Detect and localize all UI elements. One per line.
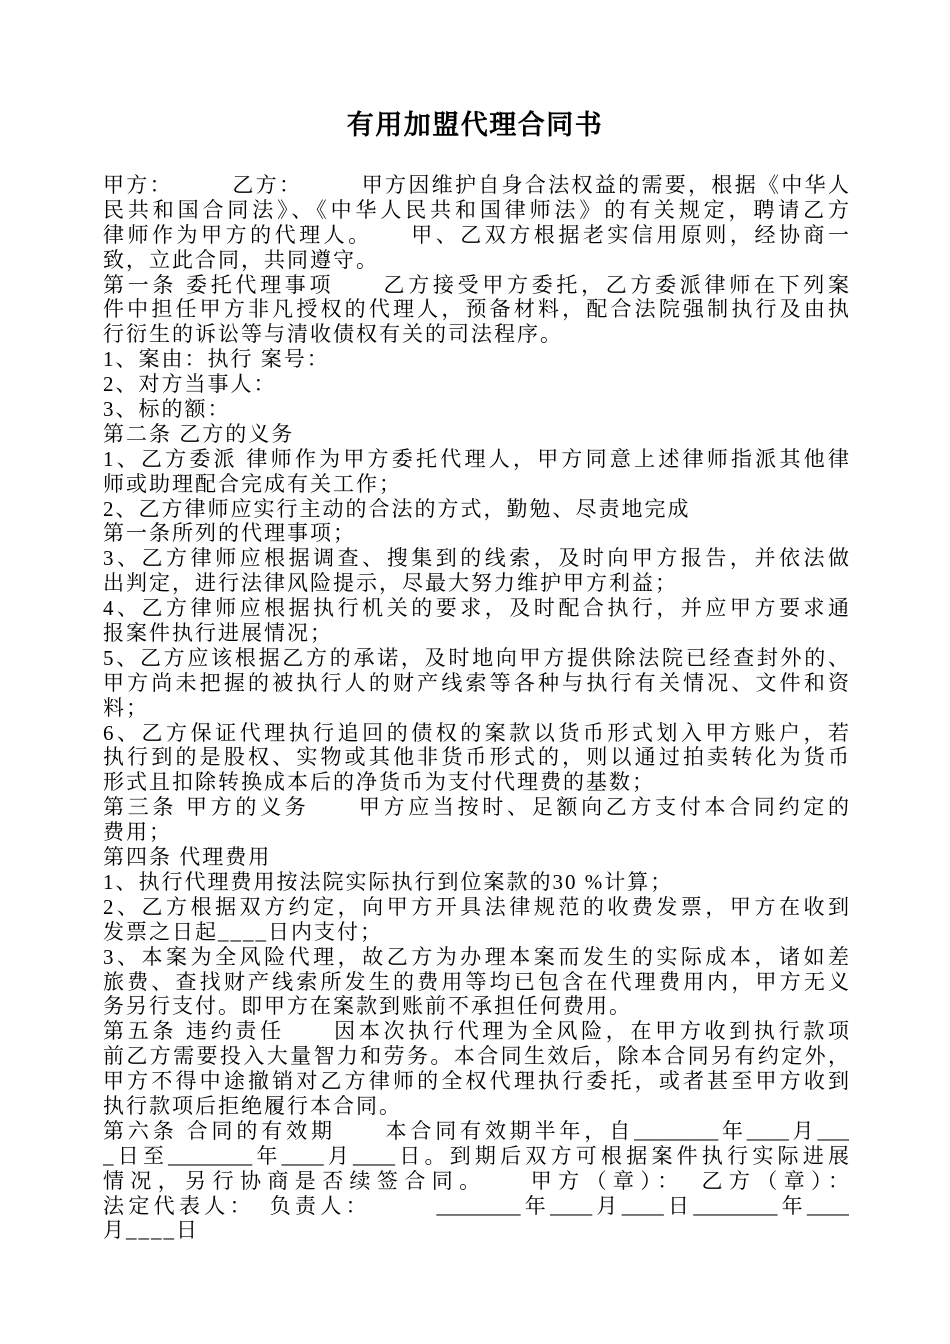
text-line: 4、乙方律师应根据执行机关的要求，及时配合执行，并应甲方要求通 — [103, 596, 849, 621]
article-6-heading-line: 第六条 合同的有效期 本合同有效期半年，自________年____月___ — [103, 1118, 849, 1143]
article-1-heading-line: 第一条 委托代理事项 乙方接受甲方委托，乙方委派律师在下列案 — [103, 272, 849, 297]
text-line: 旅费、查找财产线索所发生的费用等均已包含在代理费用内，甲方无义 — [103, 969, 849, 994]
text-line: 甲方尚未把握的被执行人的财产线索等各种与执行有关情况、文件和资 — [103, 670, 849, 695]
signature-representative-line: 法定代表人： 负责人： ________年____月____日________年____ — [103, 1193, 849, 1218]
text-line: 件中担任甲方非凡授权的代理人，预备材料，配合法院强制执行及由执 — [103, 297, 849, 322]
text-line: 第一条所列的代理事项； — [103, 521, 356, 546]
text-line: 民共和国合同法》、《中华人民共和国律师法》的有关规定，聘请乙方 — [103, 197, 849, 222]
article-3-heading-line: 第三条 甲方的义务 甲方应当按时、足额向乙方支付本合同约定的 — [103, 795, 849, 820]
fee-rate-line: 1、执行代理费用按法院实际执行到位案款的30 %计算； — [103, 869, 674, 894]
signature-party-line: 情况，另行协商是否续签合同。 甲方（章）： 乙方（章）： — [103, 1168, 849, 1193]
article-4-heading-line: 第四条 代理费用 — [103, 845, 272, 870]
article-5-heading-line: 第五条 违约责任 因本次执行代理为全风险，在甲方收到执行款项 — [103, 1019, 849, 1044]
document-title: 有用加盟代理合同书 — [346, 110, 604, 141]
text-line: 3、本案为全风险代理，故乙方为办理本案而发生的实际成本，诸如差 — [103, 944, 849, 969]
text-line: 务另行支付。即甲方在案款到账前不承担任何费用。 — [103, 994, 632, 1019]
text-line: 料； — [103, 695, 149, 720]
validity-period-line: _日至________年____月____日。到期后双方可根据案件执行实际进展 — [103, 1143, 849, 1168]
text-line: 甲方不得中途撤销对乙方律师的全权代理执行委托，或者甚至甲方收到 — [103, 1069, 849, 1094]
text-line: 费用； — [103, 820, 172, 845]
text-line: 6、乙方保证代理执行追回的债权的案款以货币形式划入甲方账户，若 — [103, 720, 849, 745]
text-line: 行衍生的诉讼等与清收债权有关的司法程序。 — [103, 322, 563, 347]
text-line: 执行到的是股权、实物或其他非货币形式的，则以通过拍卖转化为货币 — [103, 745, 849, 770]
text-line: 1、乙方委派 律师作为甲方委托代理人，甲方同意上述律师指派其他律 — [103, 446, 849, 471]
text-line: 2、乙方律师应实行主动的合法的方式，勤勉、尽责地完成 — [103, 496, 691, 521]
text-line: 形式且扣除转换成本后的净货币为支付代理费的基数； — [103, 770, 655, 795]
text-line: 执行款项后拒绝履行本合同。 — [103, 1093, 402, 1118]
text-line: 致，立此合同，共同遵守。 — [103, 247, 379, 272]
claim-amount-line: 3、标的额： — [103, 397, 231, 422]
text-line: 律师作为甲方的代理人。 甲、乙双方根据老实信用原则，经协商一 — [103, 222, 849, 247]
text-line: 出判定，进行法律风险提示，尽最大努力维护甲方利益； — [103, 571, 678, 596]
text-line: 师或助理配合完成有关工作； — [103, 471, 402, 496]
text-line: 5、乙方应该根据乙方的承诺，及时地向甲方提供除法院已经查封外的、 — [103, 645, 849, 670]
payment-term-line: 发票之日起____日内支付； — [103, 919, 383, 944]
text-line: 甲方： 乙方： 甲方因维护自身合法权益的需要，根据《中华人 — [103, 173, 849, 197]
signature-date-line: 月____日 — [103, 1218, 199, 1243]
article-2-heading-line: 第二条 乙方的义务 — [103, 421, 295, 446]
text-line: 2、乙方根据双方约定，向甲方开具法律规范的收费发票，甲方在收到 — [103, 894, 849, 919]
document-body — [103, 173, 849, 1243]
opposing-party-line: 2、对方当事人： — [103, 372, 277, 397]
text-line: 3、乙方律师应根据调查、搜集到的线索，及时向甲方报告，并依法做 — [103, 546, 849, 571]
text-line: 前乙方需要投入大量智力和劳务。本合同生效后，除本合同另有约定外， — [103, 1044, 849, 1069]
text-line: 报案件执行进展情况； — [103, 621, 333, 646]
case-cause-line: 1、案由：执行 案号： — [103, 347, 330, 372]
